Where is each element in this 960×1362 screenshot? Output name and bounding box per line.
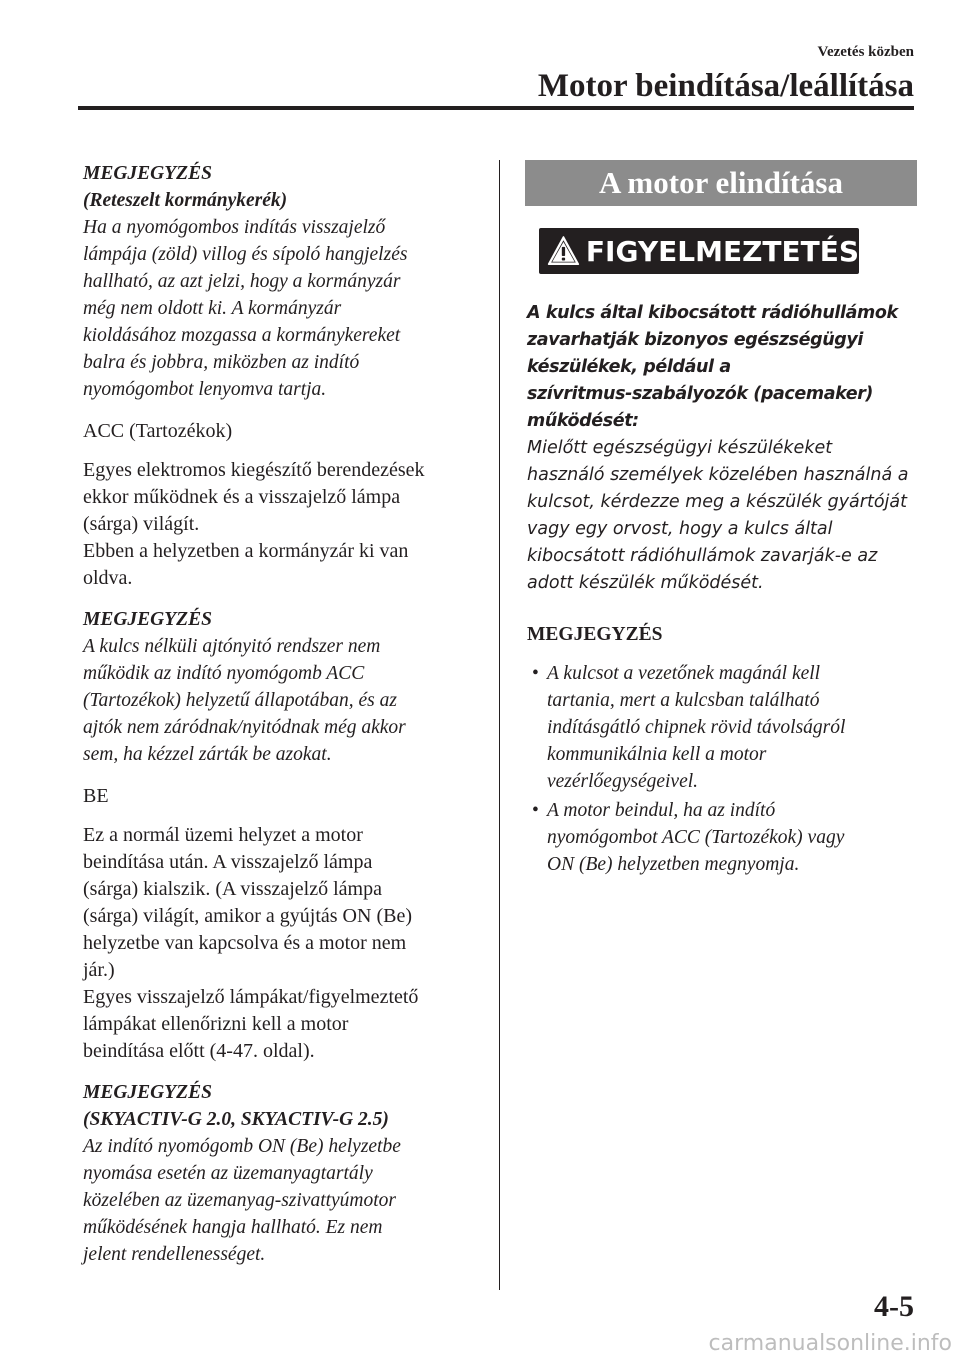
note-line: Ha a nyomógombos indítás visszajelző: [83, 217, 386, 238]
note-line: jelent rendellenességet.: [83, 1244, 266, 1265]
note-line: még nem oldott ki. A kormányzár: [83, 298, 342, 319]
list-item-line: indításgátló chipnek rövid távolságról: [547, 717, 846, 738]
acc-heading: ACC (Tartozékok): [83, 420, 233, 442]
bullet-glyph: •: [532, 800, 539, 821]
warning-line: kibocsátott rádióhullámok zavarják-e az: [527, 546, 878, 566]
note-locked-steering: [83, 160, 478, 403]
body-line: (sárga) világít.: [83, 513, 200, 535]
note-line: (Tartozékok) helyzetű állapotában, és az: [83, 690, 397, 711]
warning-triangle-icon: [547, 231, 580, 271]
warning-line: Mielőtt egészségügyi készülékeket: [527, 438, 833, 458]
body-line: lámpákat ellenőrizni kell a motor: [83, 1013, 349, 1035]
warning-line: vagy egy orvost, hogy a kulcs által: [527, 519, 833, 539]
body-line: Egyes visszajelző lámpákat/figyelmeztető: [83, 986, 419, 1008]
note-line: működésének hangja hallható. Ez nem: [83, 1217, 383, 1238]
note-line: kioldásához mozgassa a kormánykereket: [83, 325, 401, 346]
note-line: nyomógombot lenyomva tartja.: [83, 379, 327, 400]
body-line: beindítása után. A visszajelző lámpa: [83, 851, 373, 873]
note-line: ajtók nem záródnak/nyitódnak még akkor: [83, 717, 406, 738]
body-line: beindítása előtt (4-47. oldal).: [83, 1040, 315, 1062]
page-number: 4-5: [874, 1290, 914, 1323]
note-line: lámpája (zöld) villog és sípoló hangjelzés: [83, 244, 408, 265]
column-divider: [499, 160, 500, 1290]
body-line: Ebben a helyzetben a kormányzár ki van: [83, 540, 409, 562]
note-line: működik az indító nyomógomb ACC: [83, 663, 365, 684]
body-line: Ez a normál üzemi helyzet a motor: [83, 824, 363, 846]
right-column: [527, 160, 917, 880]
note-heading: MEGJEGYZÉS: [527, 624, 663, 645]
note-bullet-list: [527, 660, 917, 878]
note-line: A kulcs nélküli ajtónyitó rendszer nem: [83, 636, 381, 657]
note-line: hallható, az azt jelzi, hogy a kormányzár: [83, 271, 401, 292]
warning-line: adott készülék működését.: [527, 573, 764, 593]
note-heading: MEGJEGYZÉS: [83, 163, 212, 184]
list-item-line: vezérlőegységeivel.: [547, 771, 699, 792]
list-item: [527, 797, 917, 878]
note-line: nyomása esetén az üzemanyagtartály: [83, 1163, 373, 1184]
note-key-heading: [527, 621, 917, 648]
section-title: A motor elindítása: [525, 160, 917, 206]
body-line: (sárga) világít, amikor a gyújtás ON (Be): [83, 905, 412, 927]
body-line: (sárga) kialszik. (A visszajelző lámpa: [83, 878, 382, 900]
note-line: közelében az üzemanyag-szivattyúmotor: [83, 1190, 397, 1211]
warning-line: kulcsot, kérdezze meg a készülék gyártóját: [527, 492, 907, 512]
note-keyless-entry: [83, 606, 478, 768]
warning-text: [527, 300, 917, 597]
watermark: carmanualsonline.info: [708, 1331, 952, 1356]
be-body: [83, 822, 478, 1065]
list-item-line: kommunikálnia kell a motor: [547, 744, 767, 765]
warning-bold-line: működését:: [527, 411, 639, 431]
list-item-line: A motor beindul, ha az indító: [547, 800, 776, 821]
note-heading: MEGJEGYZÉS: [83, 609, 212, 630]
be-heading: BE: [83, 785, 109, 807]
note-line: Az indító nyomógomb ON (Be) helyzetbe: [83, 1136, 401, 1157]
body-line: oldva.: [83, 567, 133, 589]
left-column: [83, 160, 478, 1282]
warning-label: FIGYELMEZTETÉS: [585, 234, 859, 268]
note-line: balra és jobbra, miközben az indító: [83, 352, 360, 373]
bullet-glyph: •: [532, 663, 539, 684]
note-line: sem, ha kézzel zárták be azokat.: [83, 744, 332, 765]
body-line: Egyes elektromos kiegészítő berendezések: [83, 459, 425, 481]
body-line: helyzetbe van kapcsolva és a motor nem: [83, 932, 407, 954]
header-section-label: Vezetés közben: [817, 44, 914, 60]
warning-banner: [539, 228, 859, 274]
warning-bold-line: A kulcs által kibocsátott rádióhullámok: [527, 303, 898, 323]
body-line: jár.): [83, 959, 115, 981]
warning-bold-line: készülékek, például a: [527, 357, 731, 377]
header-title: Motor beindítása/leállítása: [537, 68, 914, 104]
acc-body: [83, 457, 478, 592]
body-line: ekkor működnek és a visszajelző lámpa: [83, 486, 401, 508]
warning-bold-line: zavarhatják bizonyos egészségügyi: [527, 330, 864, 350]
note-subheading: (Reteszelt kormánykerék): [83, 190, 288, 211]
list-item: [527, 660, 917, 795]
warning-bold-line: szívritmus-szabályozók (pacemaker): [527, 384, 874, 404]
note-heading: MEGJEGYZÉS: [83, 1082, 212, 1103]
note-subheading: (SKYACTIV-G 2.0, SKYACTIV-G 2.5): [83, 1109, 389, 1130]
header-rule: [78, 106, 914, 110]
note-skyactiv: [83, 1079, 478, 1268]
list-item-line: ON (Be) helyzetben megnyomja.: [547, 854, 800, 875]
list-item-line: A kulcsot a vezetőnek magánál kell: [547, 663, 821, 684]
page-header: [538, 42, 914, 106]
list-item-line: nyomógombot ACC (Tartozékok) vagy: [547, 827, 845, 848]
list-item-line: tartania, mert a kulcsban található: [547, 690, 820, 711]
warning-line: használó személyek közelében használná a: [527, 465, 909, 485]
